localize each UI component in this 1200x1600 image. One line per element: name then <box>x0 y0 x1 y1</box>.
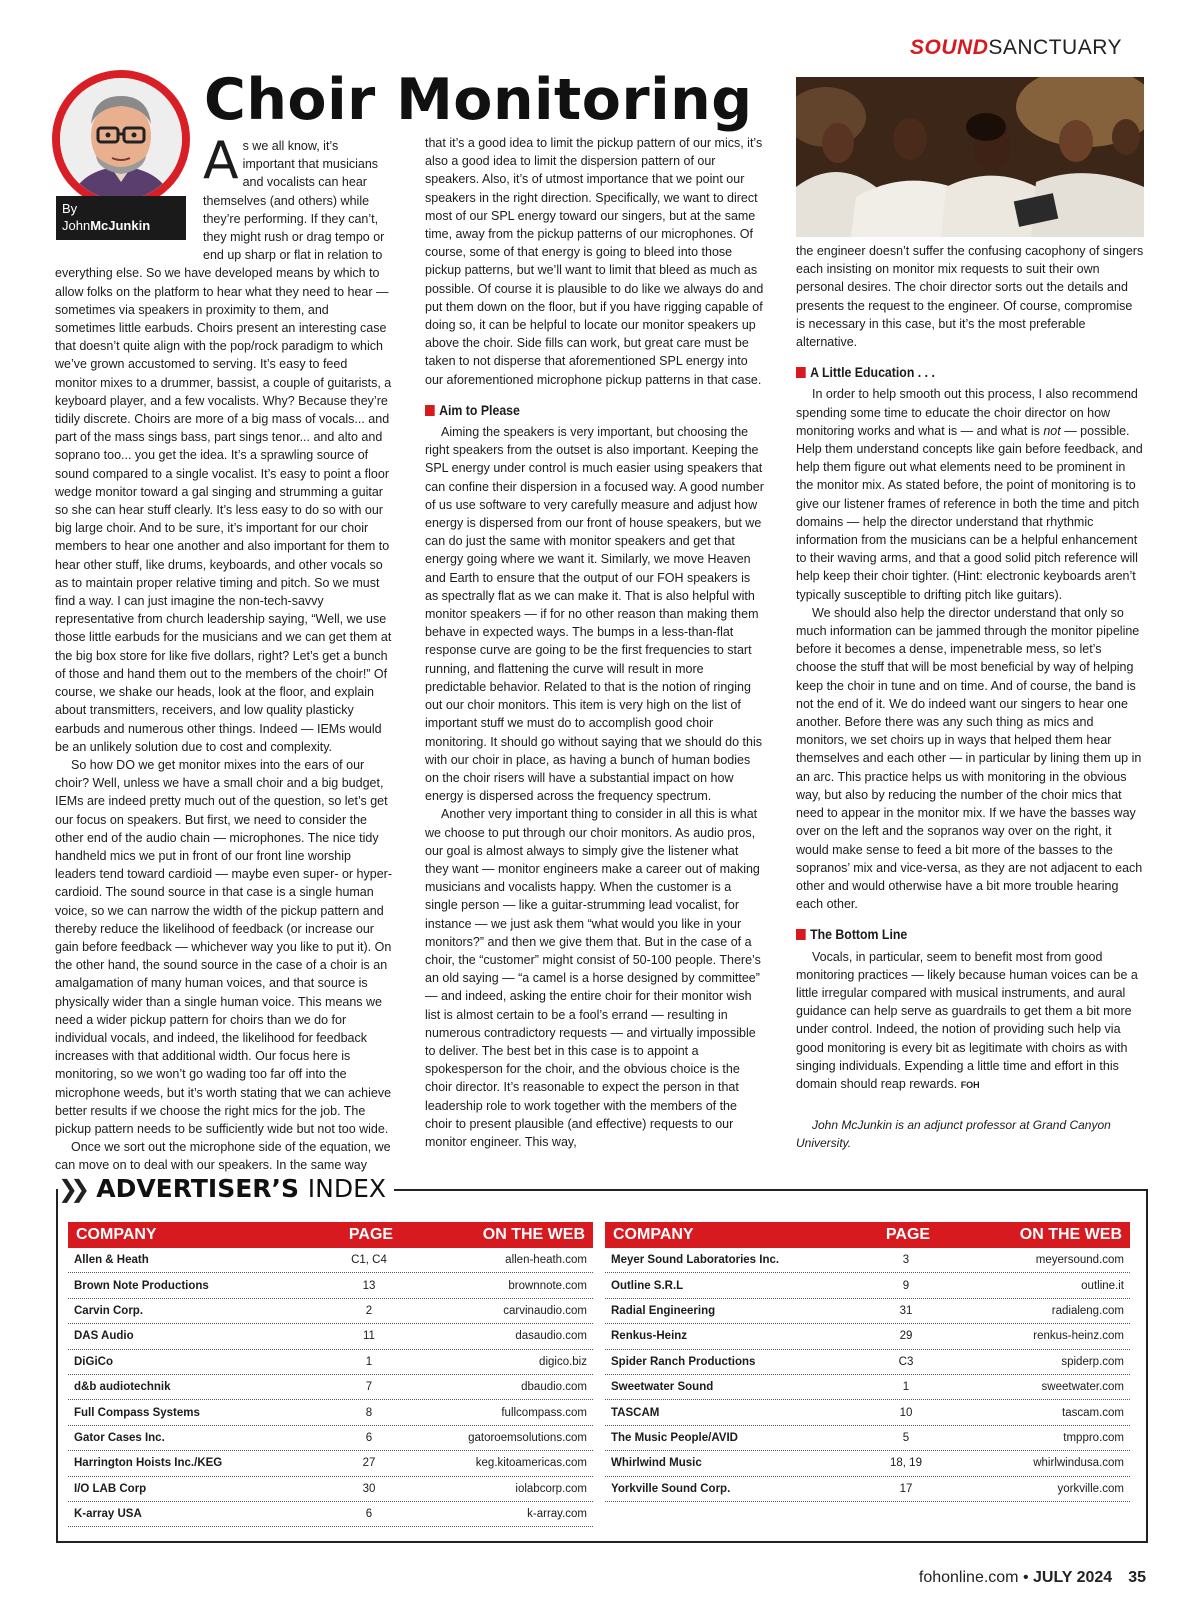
advertiser-name: Full Compass Systems <box>74 1406 200 1419</box>
table-row <box>605 1426 1130 1451</box>
body-paragraph: Vocals, in particular, seem to benefit most from good monitoring practices — likely because human voices can be a little irregular compared with musical instruments, and aural guidance can help serve as guardrails to get them a bit more under control. Indeed, the notion of providing such help via good monitoring is every bit as legitimate with choirs as with singing individuals. Expending a little time and effort in this domain should reap rewards. FOH <box>796 949 1138 1091</box>
advertiser-name: d&b audiotechnik <box>74 1381 171 1394</box>
advertisers-index-title: ❯❯ ADVERTISER’S INDEX <box>58 1176 394 1202</box>
advertiser-name: Spider Ranch Productions <box>611 1355 756 1368</box>
advertiser-page: C3 <box>898 1355 914 1368</box>
table-row <box>68 1350 593 1375</box>
table-row <box>68 1324 593 1349</box>
advertiser-website-link[interactable]: outline.it <box>1081 1279 1124 1292</box>
table-row <box>68 1451 593 1476</box>
advertiser-page: 11 <box>363 1330 375 1343</box>
advertiser-website-link[interactable]: tascam.com <box>1062 1406 1124 1419</box>
advertiser-page: 2 <box>365 1304 373 1317</box>
advertiser-website-link[interactable]: dbaudio.com <box>521 1381 587 1394</box>
advertiser-page: C1, C4 <box>351 1254 387 1267</box>
author-bio: John McJunkin is an adjunct professor at Grand Canyon University. <box>796 1118 1111 1151</box>
subhead-a-little-education: A Little Education . . . <box>796 363 1102 381</box>
advertiser-website-link[interactable]: spiderp.com <box>1061 1355 1124 1368</box>
advertiser-page: 6 <box>365 1431 373 1444</box>
advertiser-name: Meyer Sound Laboratories Inc. <box>611 1254 780 1267</box>
advertiser-website-link[interactable]: brownnote.com <box>508 1279 587 1292</box>
advertiser-website-link[interactable]: dasaudio.com <box>515 1330 587 1343</box>
advertiser-website-link[interactable]: gatoroemsolutions.com <box>468 1431 587 1444</box>
table-row <box>605 1451 1130 1476</box>
drop-cap: A <box>203 131 239 191</box>
intro-paragraph: As we all know, it’s important that musicians and vocalists can hear themselves (and others) while they’re performing. If they can’t, they might rush or drag tempo or end up sharp or flat in relation to everything else. So we have developed means by which to allow folks on the platform to hear what they need to hear — sometimes via speakers in proximity to them, and sometimes little earbuds. Choirs present an interesting case that doesn’t quite align with the pop/rock paradigm to which we’ve grown accustomed to serving. It’s easy to feed monitor mixes to a drummer, bassist, a couple of guitarists, a keyboard player, and a few vocalists. Why? Because they’re tidily discrete. Choirs are more of a big mass of vocals... and part of the mass sings bass, part sings tenor... and alto and soprano too... you get the idea. It’s a sprawling source of sound compared to a single vocalist. It’s easy to point a floor wedge monitor toward a gal singing and strumming a guitar so she can hear stuff clearly. It’s less easy to do so with our big large choir. And to be sure, it’s important for our choir members to hear one another and also important for them to hear other stuff, like drums, keyboards, and other vocals so as to maintain proper relative timing and pitch. So we must find a way. I can just imagine the non-tech-savvy representative from church leadership saying, “Well, we use those little earbuds for the musicians and we can get them at the big box store for like five dollars, right? Let’s get a bunch of those and hand them out to the members of the choir!” Of course, we shake our heads, look at the floor, and explain about transmitters, receivers, and low quality plasticky earbuds and numerous other things. Indeed — IEMs would be an unlikely solution due to cost and complexity. <box>55 131 392 754</box>
table-row <box>68 1502 593 1527</box>
section-logo: SOUNDSANCTUARY <box>910 36 1122 59</box>
advertiser-website-link[interactable]: k-array.com <box>527 1508 587 1521</box>
advertiser-name: Sweetwater Sound <box>611 1381 714 1394</box>
advertiser-page: 5 <box>902 1431 910 1444</box>
advertiser-page: 27 <box>362 1457 376 1470</box>
advertiser-name: Brown Note Productions <box>74 1279 209 1292</box>
body-paragraph: Another very important thing to consider in all this is what we choose to put through our choir monitors. As audio pros, our goal is almost always to simply give the listener what they want — monitor engineers make a career out of making musicians and vocalists happy. When the customer is a single person — like a guitar-strumming lead vocalist, for instance — we just ask them “what would you like in your monitors?” and then we give them that. But in the case of a choir, the “customer” might consist of 50-100 people. There’s an old saying — “a camel is a horse designed by committee” — and indeed, asking the entire choir for their monitor wish list is almost certain to be a fool’s errand — resulting in numerous contradictory requests — and virtually impossible to deliver. The best bet in this case is to appoint a spokesperson for the choir, and the obvious choice is the choir director. It’s reasonable to expect the person in that leadership role to work together with the members of the choir to present plausible (and effective) requests to our monitor engineer. This way, <box>425 807 761 1149</box>
advertiser-page: 10 <box>899 1406 913 1419</box>
table-row <box>68 1248 593 1273</box>
advertiser-website-link[interactable]: digico.biz <box>539 1355 587 1368</box>
table-row <box>605 1324 1130 1349</box>
advertiser-name: Renkus-Heinz <box>611 1330 688 1343</box>
advertiser-page: 8 <box>365 1406 373 1419</box>
advertiser-name: K-array USA <box>74 1508 142 1521</box>
advertiser-website-link[interactable]: sweetwater.com <box>1041 1381 1124 1394</box>
body-paragraph: Once we sort out the microphone side of the equation, we can move on to deal with our speakers. In the same way <box>55 1140 391 1173</box>
byline: By JohnMcJunkin <box>56 196 186 240</box>
advertiser-name: DiGiCo <box>74 1355 113 1368</box>
table-row <box>605 1299 1130 1324</box>
end-mark: FOH <box>960 1079 980 1090</box>
body-paragraph: So how DO we get monitor mixes into the ears of our choir? Well, unless we have a small choir and a big budget, IEMs are indeed pretty much out of the question, so let’s get our focus on speakers. But first, we need to consider the other end of the audio chain — microphones. The nice tidy handheld mics we put in front of our front line worship leaders tend toward cardioid — maybe even super- or hyper-cardioid. The sound source in that case is a single human voice, so we can narrow the width of the pickup pattern and thereby reduce the likelihood of feedback (or increase our gain before feedback — whichever way you like to put it). On the other hand, the sound source in the case of a choir is an amalgamation of many human voices, and that source is physically wider than a single human voice. This means we need a wider pickup pattern for choirs than we do for individual vocals, and indeed, the likelihood for feedback increases with that additional width. Our focus here is monitoring, so we won’t go wading too far off into the microphone weeds, but it’s worth stating that we can achieve better results if we choose the right mics for the job. The pickup pattern needs to be sufficiently wide but not too wide. <box>55 757 392 1136</box>
advertiser-page: 17 <box>899 1482 913 1495</box>
body-paragraph: In order to help smooth out this process, I also recommend spending some time to educate the choir director on how monitoring works and what is — and what is not — possible. Help them understand concepts like gain before feedback, and help them figure out what elements need to be prominent in the monitor mix. As stated before, the point of monitoring is to give our listener frames of reference in both the time and pitch domains — help the director understand that rhythmic information from the musicians can be a helpful enhancement to their waving arms, and that a good solid pitch reference will help keep their choir tighter. (Hint: electronic keyboards aren’t typically susceptible to drifting pitch like guitars). <box>796 387 1143 602</box>
advertiser-website-link[interactable]: allen-heath.com <box>505 1254 587 1267</box>
advertiser-page: 31 <box>899 1304 913 1317</box>
advertiser-website-link[interactable]: iolabcorp.com <box>515 1482 587 1495</box>
table-row <box>605 1400 1130 1425</box>
advertiser-website-link[interactable]: renkus-heinz.com <box>1033 1330 1124 1343</box>
advertiser-website-link[interactable]: yorkville.com <box>1057 1482 1124 1495</box>
advertiser-page: 3 <box>902 1254 910 1267</box>
advertiser-name: The Music People/AVID <box>611 1431 738 1444</box>
advertiser-page: 1 <box>902 1381 910 1394</box>
advertiser-name: DAS Audio <box>74 1330 134 1343</box>
advertiser-page: 29 <box>899 1330 913 1343</box>
advertiser-page: 9 <box>902 1279 910 1292</box>
advertiser-page: 18, 19 <box>890 1457 922 1470</box>
advertiser-website-link[interactable]: carvinaudio.com <box>503 1304 587 1317</box>
table-row <box>68 1375 593 1400</box>
advertiser-website-link[interactable]: fullcompass.com <box>501 1406 587 1419</box>
article-title: Choir Monitoring <box>204 67 753 133</box>
table-row <box>68 1400 593 1425</box>
subhead-the-bottom-line: The Bottom Line <box>796 925 1102 943</box>
advertiser-website-link[interactable]: meyersound.com <box>1035 1254 1124 1267</box>
subhead-aim-to-please: Aim to Please <box>425 401 724 419</box>
page-footer: fohonline.com • JULY 2024 35 <box>918 1569 1146 1586</box>
advertiser-page: 13 <box>362 1279 376 1292</box>
advertiser-name: I/O LAB Corp <box>74 1482 147 1495</box>
advertiser-name: Whirlwind Music <box>611 1457 702 1470</box>
choir-photo <box>796 77 1144 237</box>
table-row <box>605 1375 1130 1400</box>
advertiser-name: Outline S.R.L <box>611 1279 684 1292</box>
table-row <box>605 1350 1130 1375</box>
chevron-icon: ❯❯ <box>58 1175 83 1203</box>
table-row <box>605 1248 1130 1273</box>
advertiser-website-link[interactable]: whirlwindusa.com <box>1033 1457 1124 1470</box>
advertiser-website-link[interactable]: tmppro.com <box>1063 1431 1124 1444</box>
article-column-3 <box>796 242 1144 1153</box>
advertiser-page: 7 <box>365 1381 373 1394</box>
table-header: COMPANY PAGE ON THE WEB <box>605 1222 1130 1248</box>
advertiser-name: Harrington Hoists Inc./KEG <box>74 1457 223 1470</box>
table-row <box>68 1426 593 1451</box>
advertiser-name: Allen & Heath <box>74 1254 149 1267</box>
advertiser-name: Gator Cases Inc. <box>74 1431 165 1444</box>
advertiser-name: Carvin Corp. <box>74 1304 144 1317</box>
choir-singers-image-icon <box>796 77 1144 237</box>
advertiser-website-link[interactable]: keg.kitoamericas.com <box>475 1457 587 1470</box>
table-row <box>68 1477 593 1502</box>
page-number: 35 <box>1128 1569 1146 1586</box>
article-column-1 <box>55 131 392 1175</box>
body-paragraph: We should also help the director understand that only so much information can be jammed through the monitor pipeline before it becomes a dense, impenetrable mess, so let’s choose the stuff that will be most beneficial by way of helping keep the choir in tune and on time. And of course, the band is not the end of it. We do indeed want our singers to hear one another. Before there was any such thing as mics and monitors, we set choirs up in ways that helped them hear themselves and each other — in particular by lining them up in an arc. This practice helps us with monitoring in the obvious way, but also by reducing the number of the choir mics that need to appear in the monitor mix. If we have the basses way over on the left and the sopranos way over on the right, it would make sense to feed a bit more of the basses to the sopranos’ mix and vice-versa, as they are not adjacent to each other and would otherwise have a bit more trouble hearing each other. <box>796 605 1143 912</box>
body-paragraph: Aiming the speakers is very important, but choosing the right speakers from the outset is also important. Keeping the SPL energy under control is much easier using speakers that can confine their dispersion in a focused way. A good number of us use software to very carefully measure and adjust how energy is dispersed from our front of house speakers, but we can do just the same with monitor speakers and get that energy going where we want it. Similarly, we move Heaven and Earth to ensure that the output of our FOH speakers is as spectrally flat as we can make it. That is also helpful with monitor speakers — if for no other reason than making them behave in expected ways. The bumps in a less-than-flat response curve are going to be the first frequencies to start running, and flattening the curve will result in more predictable behavior. Related to that is the notion of ringing out our choir monitors. This item is very high on the list of important stuff we must do to accomplish good choir monitoring. It should go without saying that we should do this with our choir in place, as having a bunch of human bodies on the choir risers will have a substantial impact on how energy is dispersed across the frequency spectrum. <box>425 425 764 804</box>
article-column-2 <box>425 134 765 1151</box>
table-header: COMPANY PAGE ON THE WEB <box>68 1222 593 1248</box>
table-row <box>605 1477 1130 1502</box>
advertiser-page: 30 <box>362 1482 376 1495</box>
table-row <box>68 1273 593 1298</box>
advertiser-name: Radial Engineering <box>611 1304 716 1317</box>
advertisers-table-right <box>605 1222 1130 1502</box>
body-paragraph: that it’s a good idea to limit the pickup pattern of our mics, it’s also a good idea to limit the dispersion pattern of our speakers. Also, it’s of utmost importance that we point our speakers in the right direction. Specifically, we want to direct most of our SPL energy toward our singers, but at the same time, away from the pickup patterns of our microphones. Of course, some of that energy is going to bleed into those pickup patterns, but we’ll want to limit that bleed as much as possible. Of course it is plausible to do like we always do and put them down on the floor, but if you have rigging capable of doing so, it can be helpful to locate our monitor speakers up above the choir. Side fills can work, but great care must be taken to not disperse that aforementioned SPL energy into our aforementioned microphone pickup patterns in that case. <box>425 136 764 387</box>
advertiser-name: TASCAM <box>611 1406 660 1419</box>
advertiser-page: 1 <box>365 1355 373 1368</box>
advertiser-page: 6 <box>365 1508 373 1521</box>
advertiser-name: Yorkville Sound Corp. <box>611 1482 731 1495</box>
table-row <box>605 1273 1130 1298</box>
body-paragraph: the engineer doesn’t suffer the confusing cacophony of singers each insisting on monitor mix requests to suit their own personal desires. The choir director sorts out the details and presents the request to the engineer. Of course, compromise is necessary in this case, but it’s the most preferable alternative. <box>796 244 1144 350</box>
advertiser-website-link[interactable]: radialeng.com <box>1051 1304 1124 1317</box>
table-row <box>68 1299 593 1324</box>
advertisers-table-left <box>68 1222 593 1527</box>
